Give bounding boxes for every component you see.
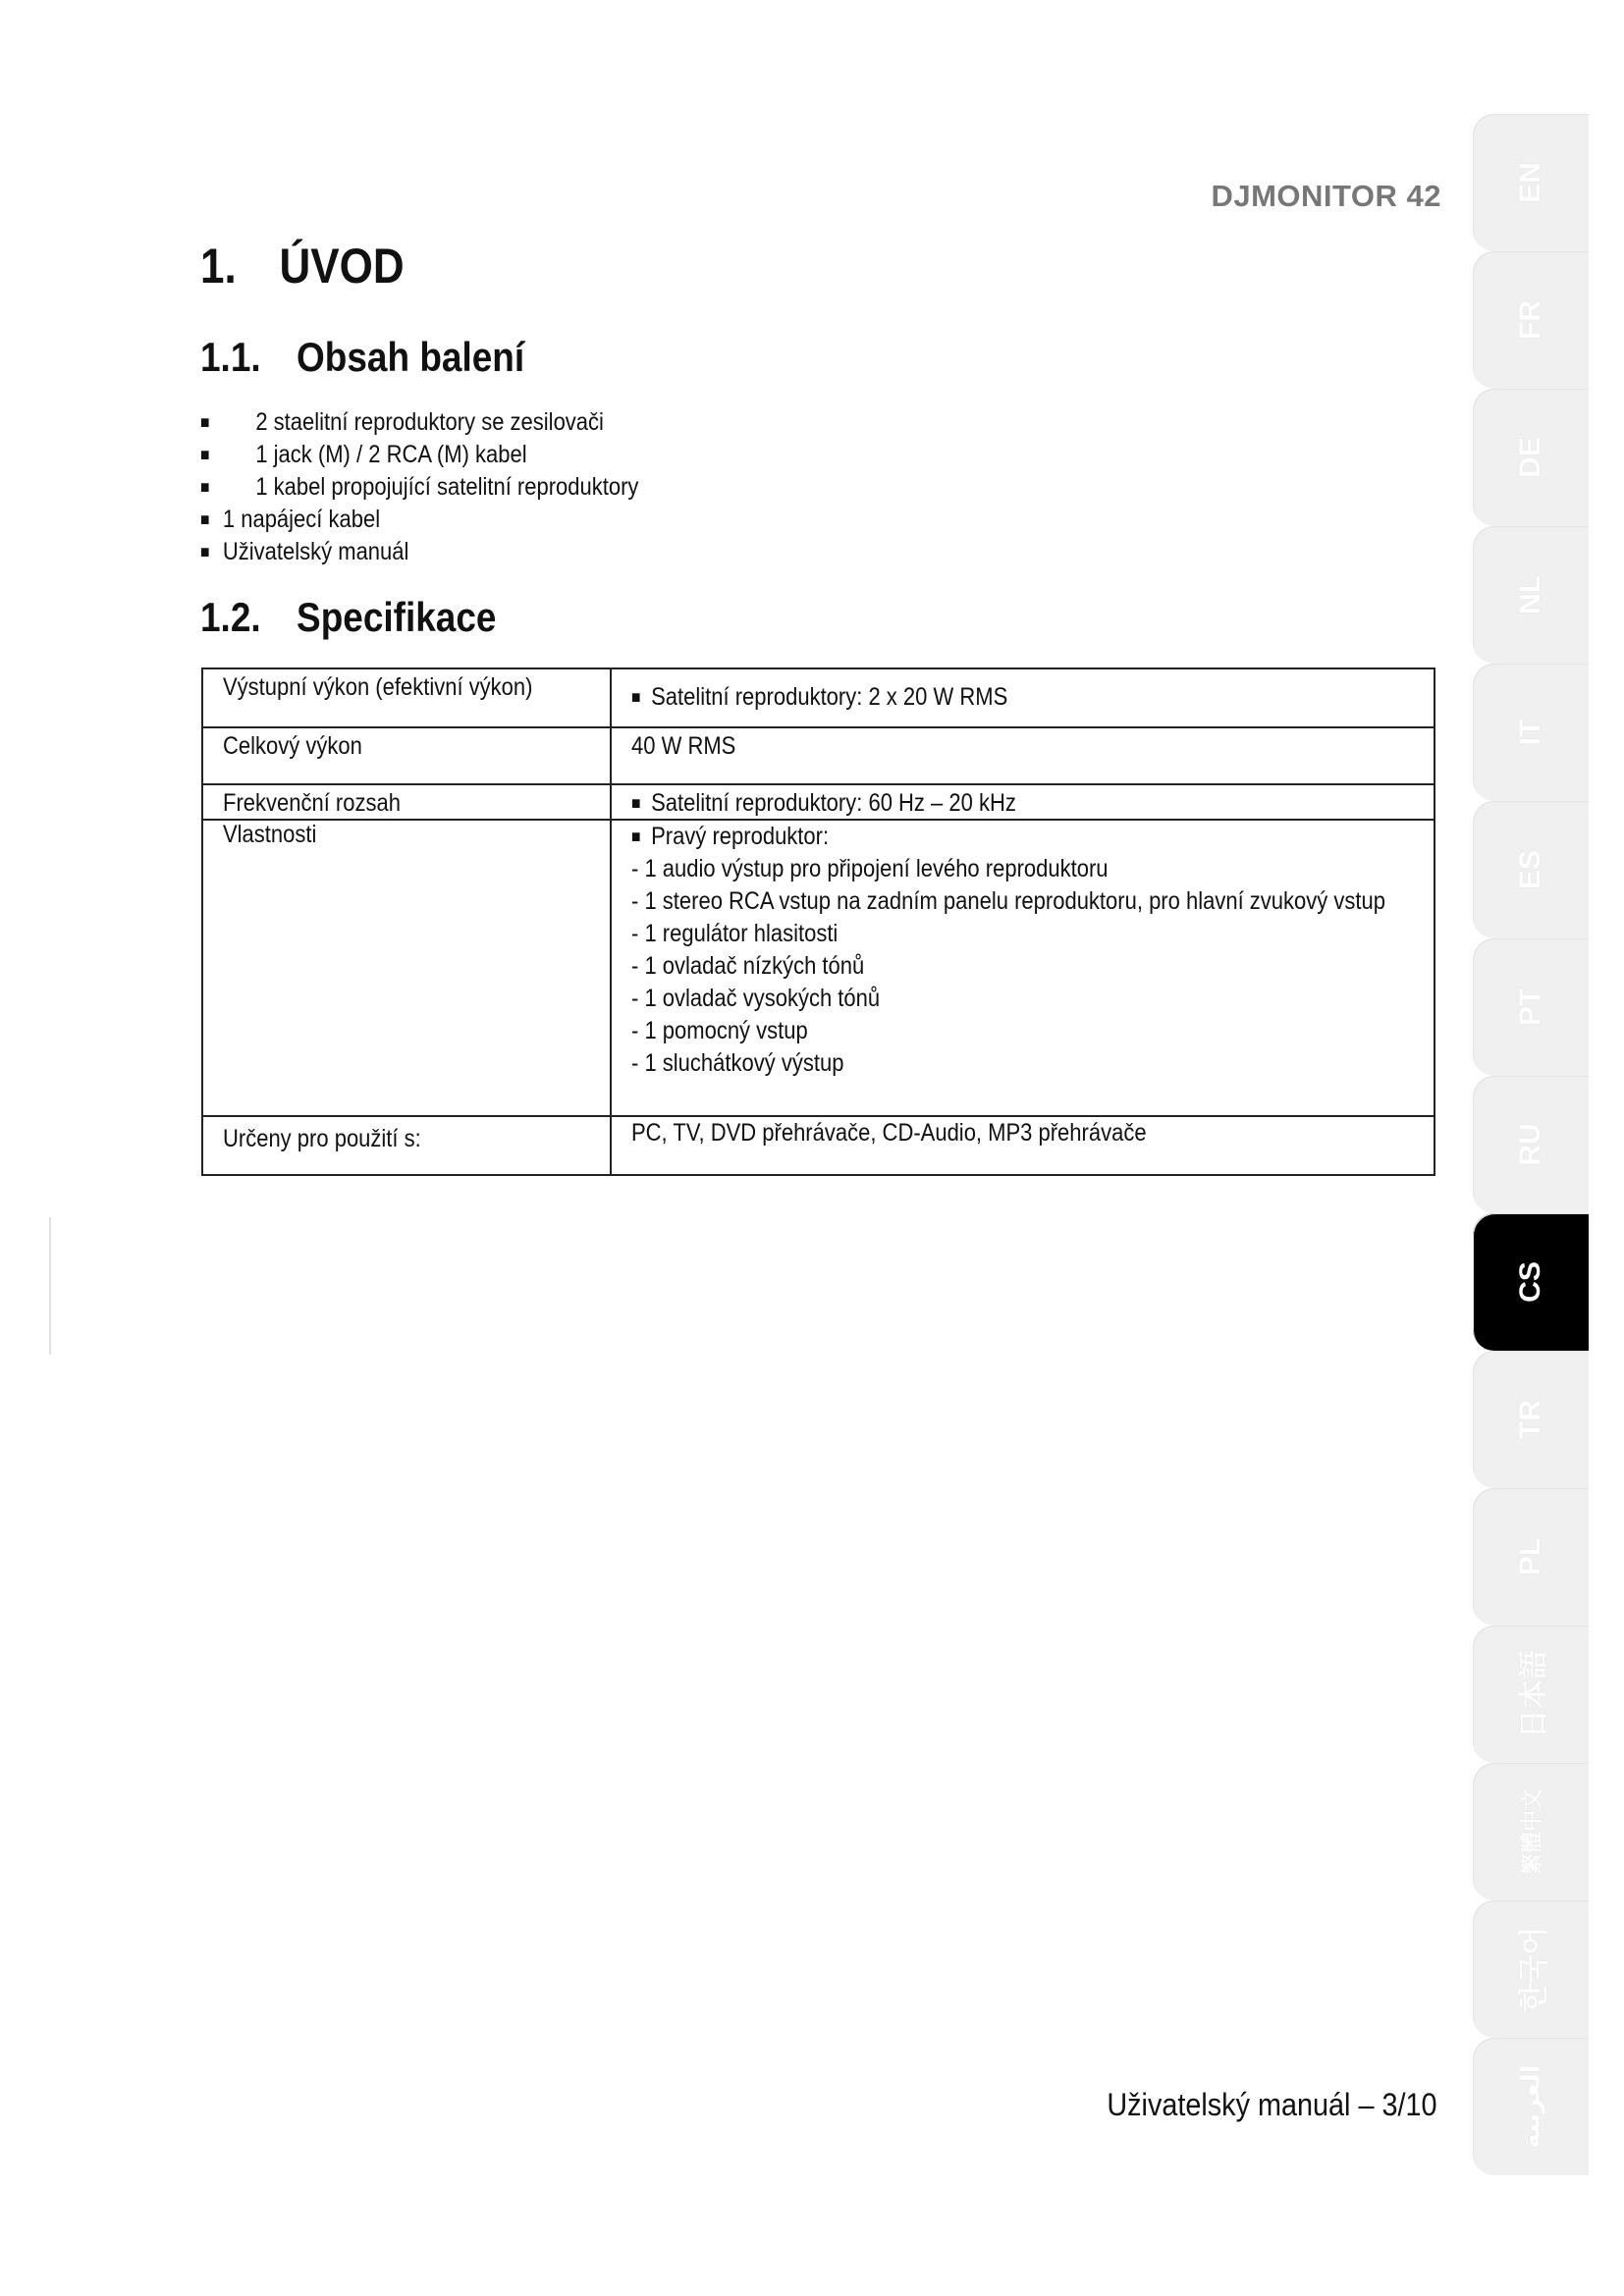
table-row (202, 668, 1435, 727)
chapter-heading (200, 238, 405, 294)
list-item: - 1 ovladač nízkých tónů (631, 952, 865, 980)
specifications-table (201, 667, 1435, 1176)
bullet-square-icon: ■ (200, 542, 210, 561)
lang-tab-ru[interactable]: RU (1473, 1076, 1589, 1213)
bullet-square-icon: ■ (200, 477, 210, 497)
list-item: - 1 sluchátkový výstup (631, 1049, 844, 1077)
list-item: ■ 2 staelitní reproduktory se zesilovači (200, 406, 638, 439)
page-footer: Uživatelský manuál – 3/10 (1107, 2087, 1437, 2122)
list-item: ■ Pravý reproduktor: (631, 823, 830, 850)
section-title: Specifikace (297, 594, 497, 640)
table-row (202, 727, 1435, 784)
lang-tab-ar[interactable]: العربية (1473, 2038, 1589, 2175)
chapter-title: ÚVOD (279, 239, 405, 294)
table-row (202, 1116, 1435, 1175)
lang-tab-en[interactable]: EN (1473, 114, 1589, 251)
list-item: ■ Uživatelský manuál (200, 536, 638, 568)
list-item: - 1 ovladač vysokých tónů (631, 985, 881, 1012)
section-title: Obsah balení (297, 334, 525, 380)
table-row (202, 784, 1435, 820)
bullet-square-icon: ■ (200, 412, 210, 432)
section-number: 1.2. (200, 594, 261, 640)
spec-value (611, 820, 1435, 1116)
language-tabs (1473, 114, 1589, 2175)
section-heading-specs (200, 594, 496, 641)
bullet-square-icon: ■ (631, 687, 641, 707)
lang-tab-cs[interactable]: CS (1473, 1213, 1589, 1351)
lang-tab-tr[interactable]: TR (1473, 1351, 1589, 1488)
lang-tab-ko[interactable]: 한국어 (1473, 1900, 1589, 2038)
bullet-square-icon: ■ (200, 509, 210, 529)
list-item: ■ 1 jack (M) / 2 RCA (M) kabel (200, 439, 638, 471)
feature-list (631, 821, 1385, 1080)
lang-tab-pt[interactable]: PT (1473, 938, 1589, 1076)
list-item: - 1 pomocný vstup (631, 1017, 808, 1044)
lang-tab-it[interactable]: IT (1473, 664, 1589, 801)
list-item: - 1 regulátor hlasitosti (631, 920, 839, 947)
spec-label: Určeny pro použití s: (202, 1116, 611, 1175)
list-item: ■ 1 napájecí kabel (200, 504, 638, 536)
list-item: ■ 1 kabel propojující satelitní reproduktory (200, 471, 638, 504)
product-name: DJMONITOR 42 (1211, 179, 1441, 213)
bullet-square-icon: ■ (631, 827, 641, 846)
lang-tab-ja[interactable]: 日本語 (1473, 1626, 1589, 1763)
package-contents-list (200, 406, 638, 568)
list-item: - 1 audio výstup pro připojení levého reproduktoru (631, 855, 1109, 882)
spec-value: ■ Satelitní reproduktory: 2 x 20 W RMS (611, 668, 1435, 727)
list-item: - 1 stereo RCA vstup na zadním panelu reproduktoru, pro hlavní zvukový vstup (631, 887, 1385, 915)
table-row (202, 820, 1435, 1116)
lang-tab-pl[interactable]: PL (1473, 1488, 1589, 1626)
lang-tab-fr[interactable]: FR (1473, 251, 1589, 389)
spec-value: ■ Satelitní reproduktory: 60 Hz – 20 kHz (611, 784, 1435, 820)
bullet-square-icon: ■ (631, 793, 641, 813)
lang-tab-nl[interactable]: NL (1473, 526, 1589, 664)
lang-tab-de[interactable]: DE (1473, 389, 1589, 526)
spec-value: 40 W RMS (611, 727, 1435, 784)
margin-rule (49, 1217, 51, 1355)
lang-tab-zh[interactable]: 繁體中文 (1473, 1763, 1589, 1900)
chapter-number: 1. (200, 239, 237, 294)
spec-label: Vlastnosti (202, 820, 611, 1116)
spec-label: Celkový výkon (202, 727, 611, 784)
section-number: 1.1. (200, 334, 261, 380)
spec-label: Frekvenční rozsah (202, 784, 611, 820)
section-heading-contents (200, 334, 524, 381)
lang-tab-es[interactable]: ES (1473, 801, 1589, 938)
spec-value: PC, TV, DVD přehrávače, CD-Audio, MP3 přehrávače (611, 1116, 1435, 1175)
bullet-square-icon: ■ (200, 445, 210, 464)
spec-label: Výstupní výkon (efektivní výkon) (202, 668, 611, 727)
